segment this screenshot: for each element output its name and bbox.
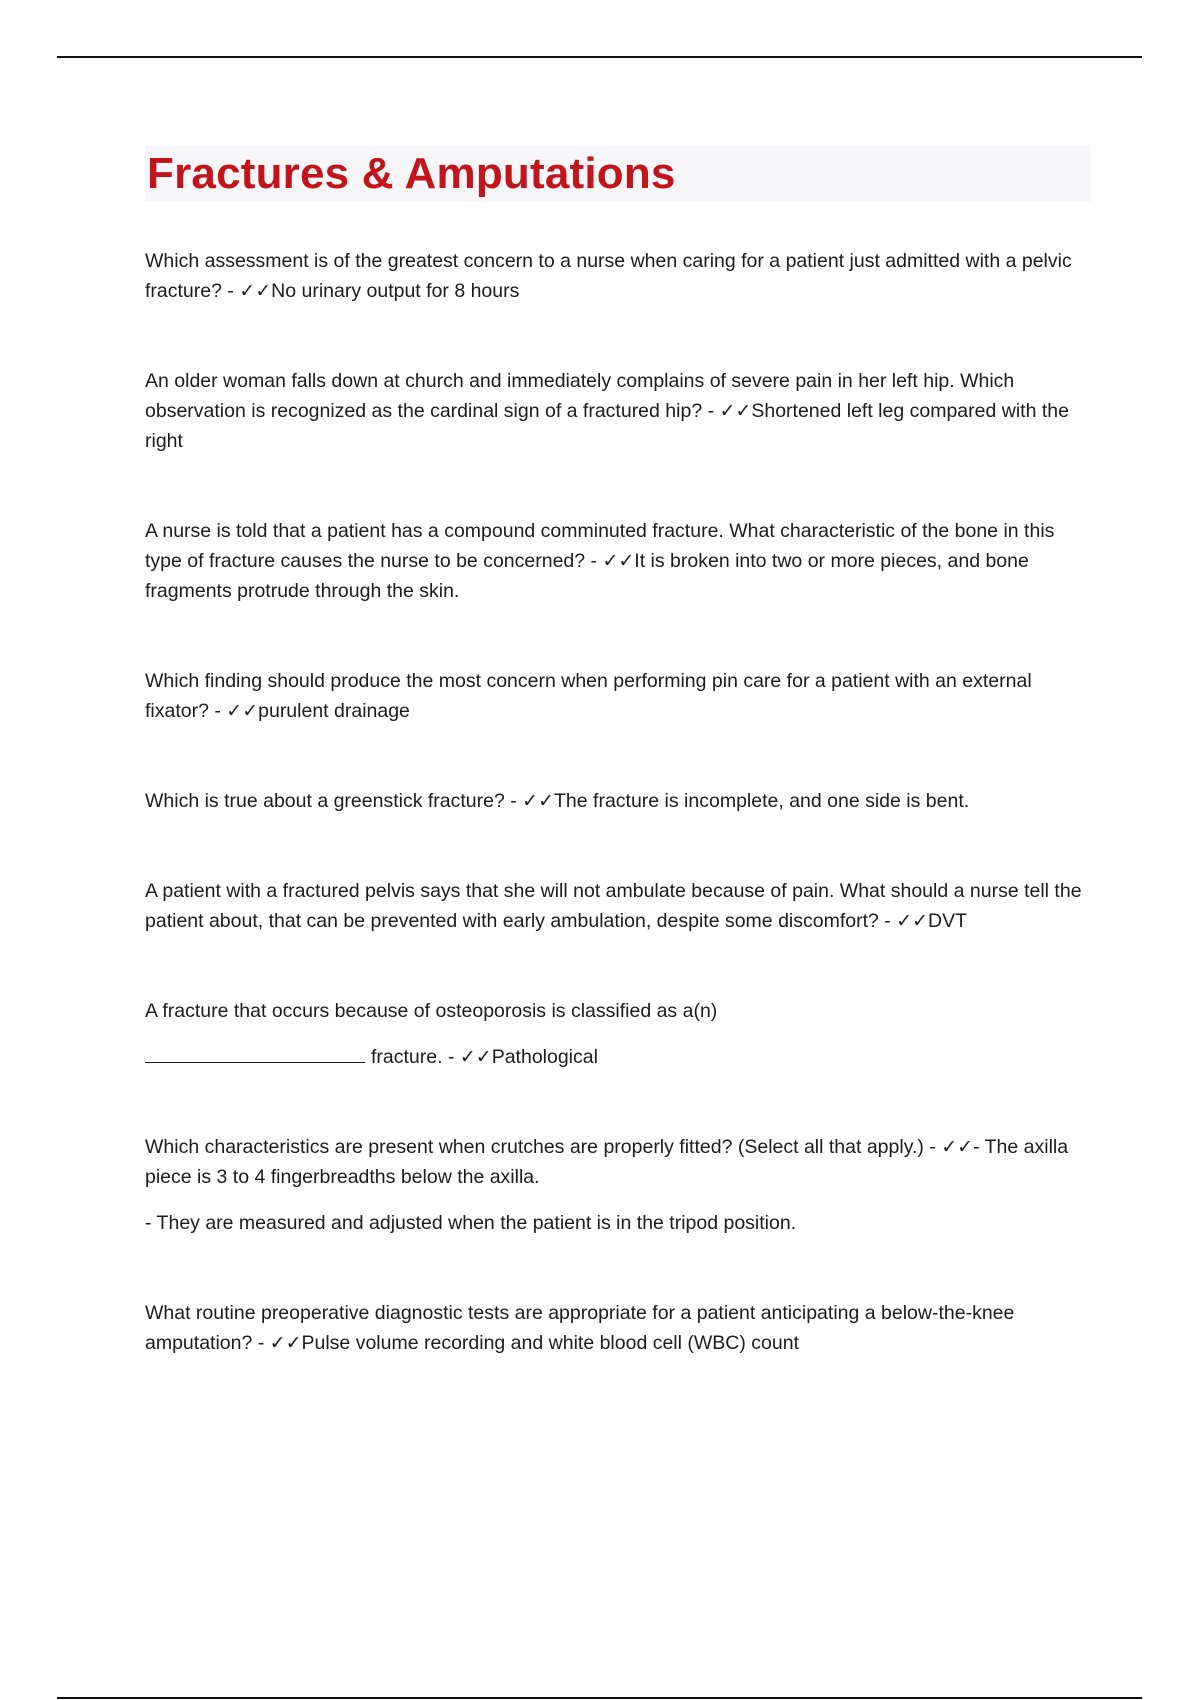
qa-item <box>145 246 1095 306</box>
answer-text: purulent drainage <box>258 700 410 722</box>
qa-item <box>145 666 1095 726</box>
question-text: Which assessment is of the greatest concern to a nurse when caring for a patient just admitted with a pelvic fracture? - <box>145 250 1072 302</box>
answer-text: - The axilla piece is 3 to 4 fingerbreadths below the axilla. <box>145 1136 1069 1188</box>
top-rule <box>57 56 1142 58</box>
qa-item <box>145 366 1095 456</box>
document-body <box>145 145 1095 1418</box>
blank-suffix-text: fracture. - <box>371 1046 460 1068</box>
answer-extra-text: - They are measured and adjusted when the patient is in the tripod position. <box>145 1212 797 1234</box>
check-mark-icon: ✓✓ <box>459 1046 492 1068</box>
question-text: Which finding should produce the most concern when performing pin care for a patient with an external fixator? - <box>145 670 1032 722</box>
answer-text: Shortened left leg compared with the right <box>145 400 1069 452</box>
check-mark-icon: ✓✓ <box>602 550 635 572</box>
question-text: Which characteristics are present when crutches are properly fitted? (Select all that apply.) - <box>145 1136 942 1158</box>
answer-text: Pulse volume recording and white blood cell (WBC) count <box>301 1332 799 1354</box>
bottom-rule <box>57 1697 1142 1699</box>
question-text: An older woman falls down at church and immediately complains of severe pain in her left hip. Which observation is recognized as the cardinal sign of a fractured hip? - <box>145 370 1015 422</box>
qa-item <box>145 516 1095 606</box>
answer-text: Pathological <box>491 1046 598 1068</box>
answer-text: No urinary output for 8 hours <box>271 280 520 302</box>
answer-text: It is broken into two or more pieces, and bone fragments protrude through the skin. <box>145 550 1029 602</box>
qa-item <box>145 1132 1095 1238</box>
question-text: Which is true about a greenstick fracture? - <box>145 790 523 812</box>
qa-item <box>145 876 1095 936</box>
check-mark-icon: ✓✓ <box>719 400 752 422</box>
check-mark-icon: ✓✓ <box>239 280 272 302</box>
qa-item <box>145 1298 1095 1358</box>
question-text: What routine preoperative diagnostic tests are appropriate for a patient anticipating a below-the-knee amputation? - <box>145 1302 1015 1354</box>
question-text: A nurse is told that a patient has a compound comminuted fracture. What characteristic of the bone in this type of fracture causes the nurse to be concerned? - <box>145 520 1055 572</box>
check-mark-icon: ✓✓ <box>226 700 259 722</box>
fill-in-blank <box>145 1044 365 1063</box>
qa-item <box>145 786 1095 816</box>
page-title: Fractures & Amputations <box>147 148 676 198</box>
check-mark-icon: ✓✓ <box>269 1332 302 1354</box>
answer-text: The fracture is incomplete, and one side is bent. <box>554 790 970 812</box>
question-text: A patient with a fractured pelvis says that she will not ambulate because of pain. What should a nurse tell the patient about, that can be prevented with early ambulation, despite some discomfort? - <box>145 880 1082 932</box>
question-text: A fracture that occurs because of osteoporosis is classified as a(n) <box>145 1000 718 1022</box>
check-mark-icon: ✓✓ <box>941 1136 974 1158</box>
qa-item <box>145 996 1095 1072</box>
check-mark-icon: ✓✓ <box>896 910 929 932</box>
answer-text: DVT <box>928 910 968 932</box>
title-band <box>145 145 1091 202</box>
check-mark-icon: ✓✓ <box>522 790 555 812</box>
